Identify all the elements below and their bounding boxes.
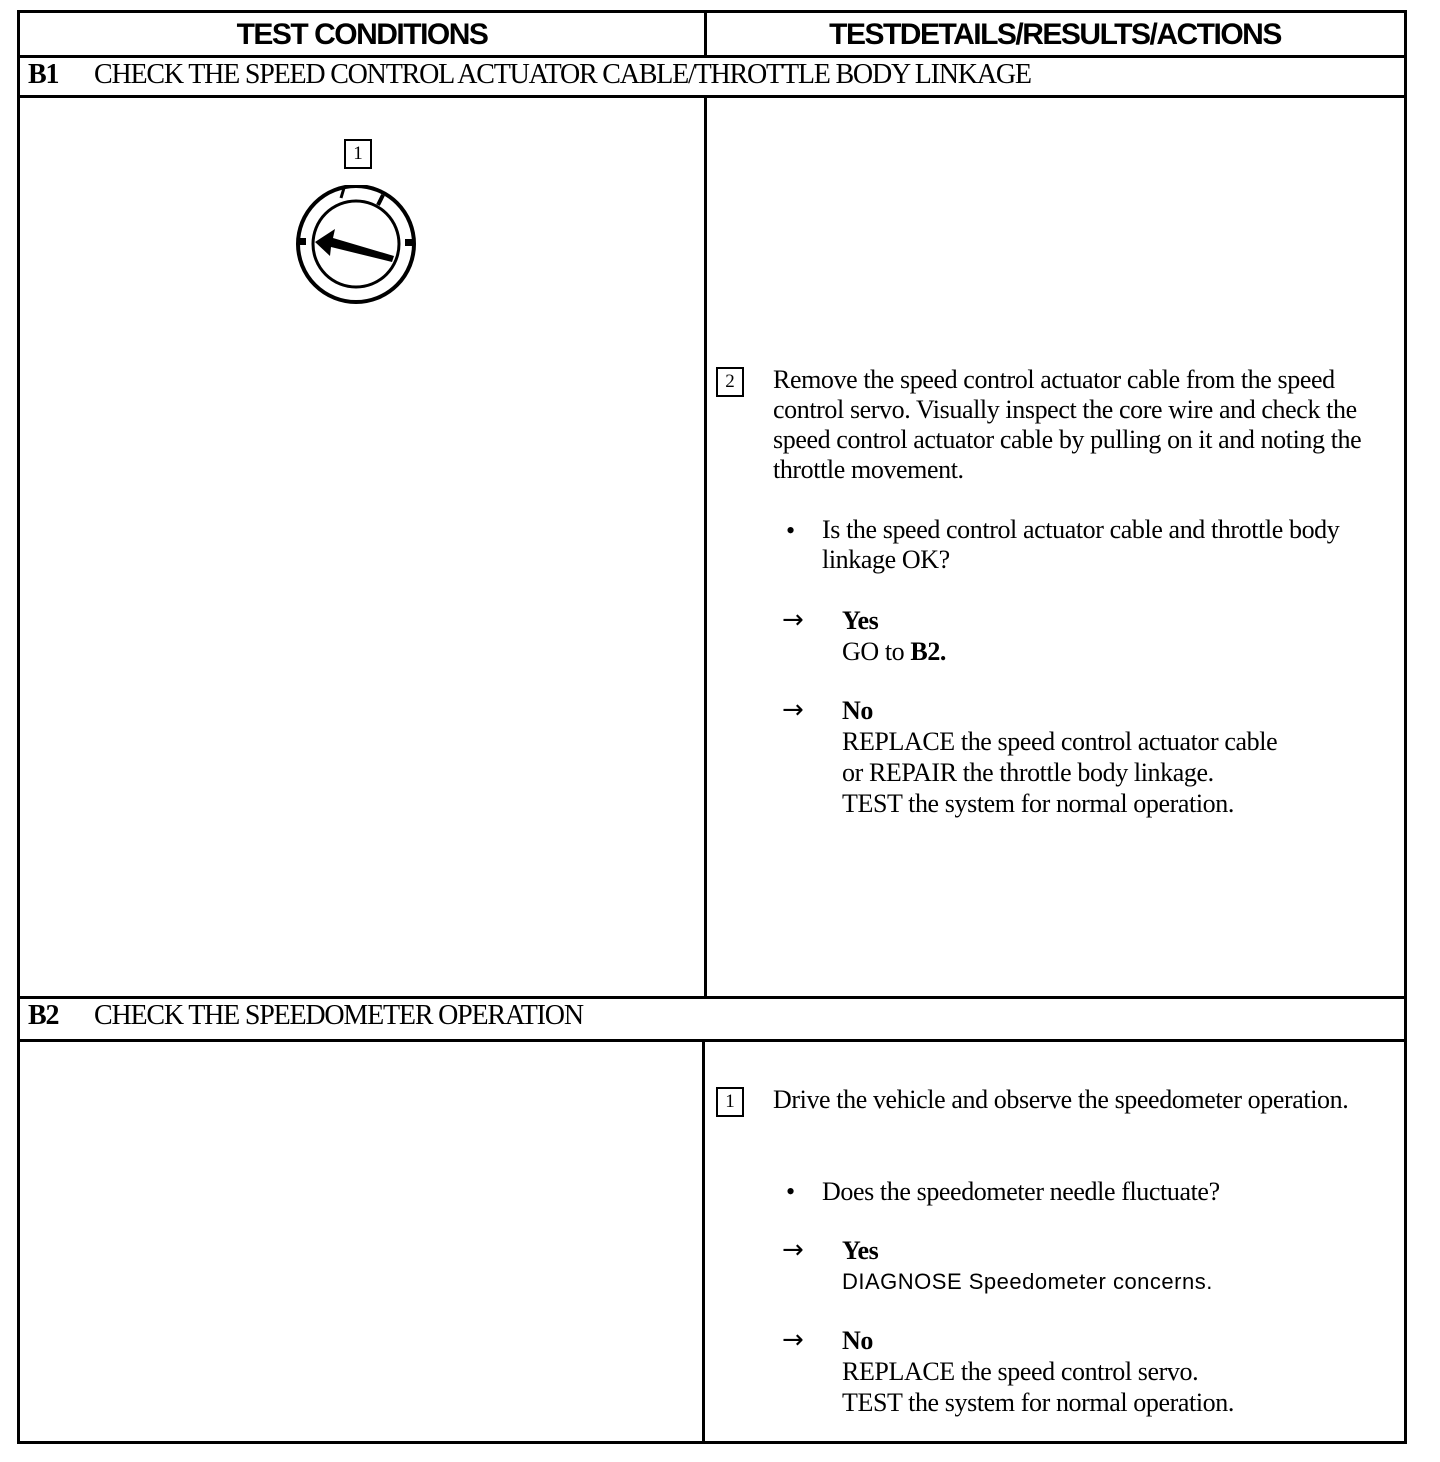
section-title-text: CHECK THE SPEED CONTROL ACTUATOR CABLE/THROTTLE BODY LINKAGE [94,59,1031,90]
yes-answer [842,1235,1213,1297]
yes-label: Yes [842,1236,879,1265]
no-label: No [842,696,873,725]
no-action-line: TEST the system for normal operation. [842,789,1234,818]
step-box: 1 [716,1087,744,1117]
column-divider [702,1041,705,1444]
yes-label: Yes [842,606,879,635]
section-title-b2 [28,1000,583,1032]
column-divider [704,13,707,55]
instruction-text: Remove the speed control actuator cable from the speed control servo. Visually inspect the core wire and check the speed control actuator cable by pulling on it and noting the throttle movement. [773,365,1362,484]
divider [20,1039,1404,1042]
no-answer [842,1325,1234,1418]
section-title-b1 [28,59,1031,91]
divider [20,996,1404,999]
no-action-line: REPLACE the speed control actuator cable [842,727,1278,756]
bullet: • [786,1177,796,1206]
no-action-line: REPLACE the speed control servo. [842,1357,1199,1386]
instruction-text: Drive the vehicle and observe the speedometer operation. [773,1085,1349,1114]
arrow-icon: → [782,605,804,635]
column-divider [704,97,707,996]
no-action-line: TEST the system for normal operation. [842,1388,1234,1417]
section-id: B2 [28,1000,59,1031]
yes-action-ref: B2. [910,637,947,666]
ignition-switch-icon [290,185,422,307]
no-answer [842,695,1277,819]
diagnostic-table [17,10,1407,1444]
arrow-icon: → [782,1325,804,1355]
header-test-conditions: TEST CONDITIONS [236,18,488,51]
step-box: 2 [716,367,744,397]
yes-answer [842,605,946,667]
section-id: B1 [28,59,59,90]
divider [20,55,1404,58]
step-box: 1 [344,139,372,169]
no-label: No [842,1326,873,1355]
arrow-icon: → [782,1235,804,1265]
no-action-line: or REPAIR the throttle body linkage. [842,758,1214,787]
header-test-details: TESTDETAILS/RESULTS/ACTIONS [829,18,1281,51]
bullet: • [786,516,796,545]
divider [20,95,1404,98]
arrow-icon: → [782,695,804,725]
section-title-text: CHECK THE SPEEDOMETER OPERATION [94,1000,583,1031]
yes-action [842,636,946,667]
yes-action-text: GO to [842,637,911,666]
question-text: Does the speedometer needle fluctuate? [822,1177,1220,1206]
yes-action: DIAGNOSE Speedometer concerns. [842,1269,1213,1294]
question-text: Is the speed control actuator cable and throttle body linkage OK? [822,515,1340,574]
